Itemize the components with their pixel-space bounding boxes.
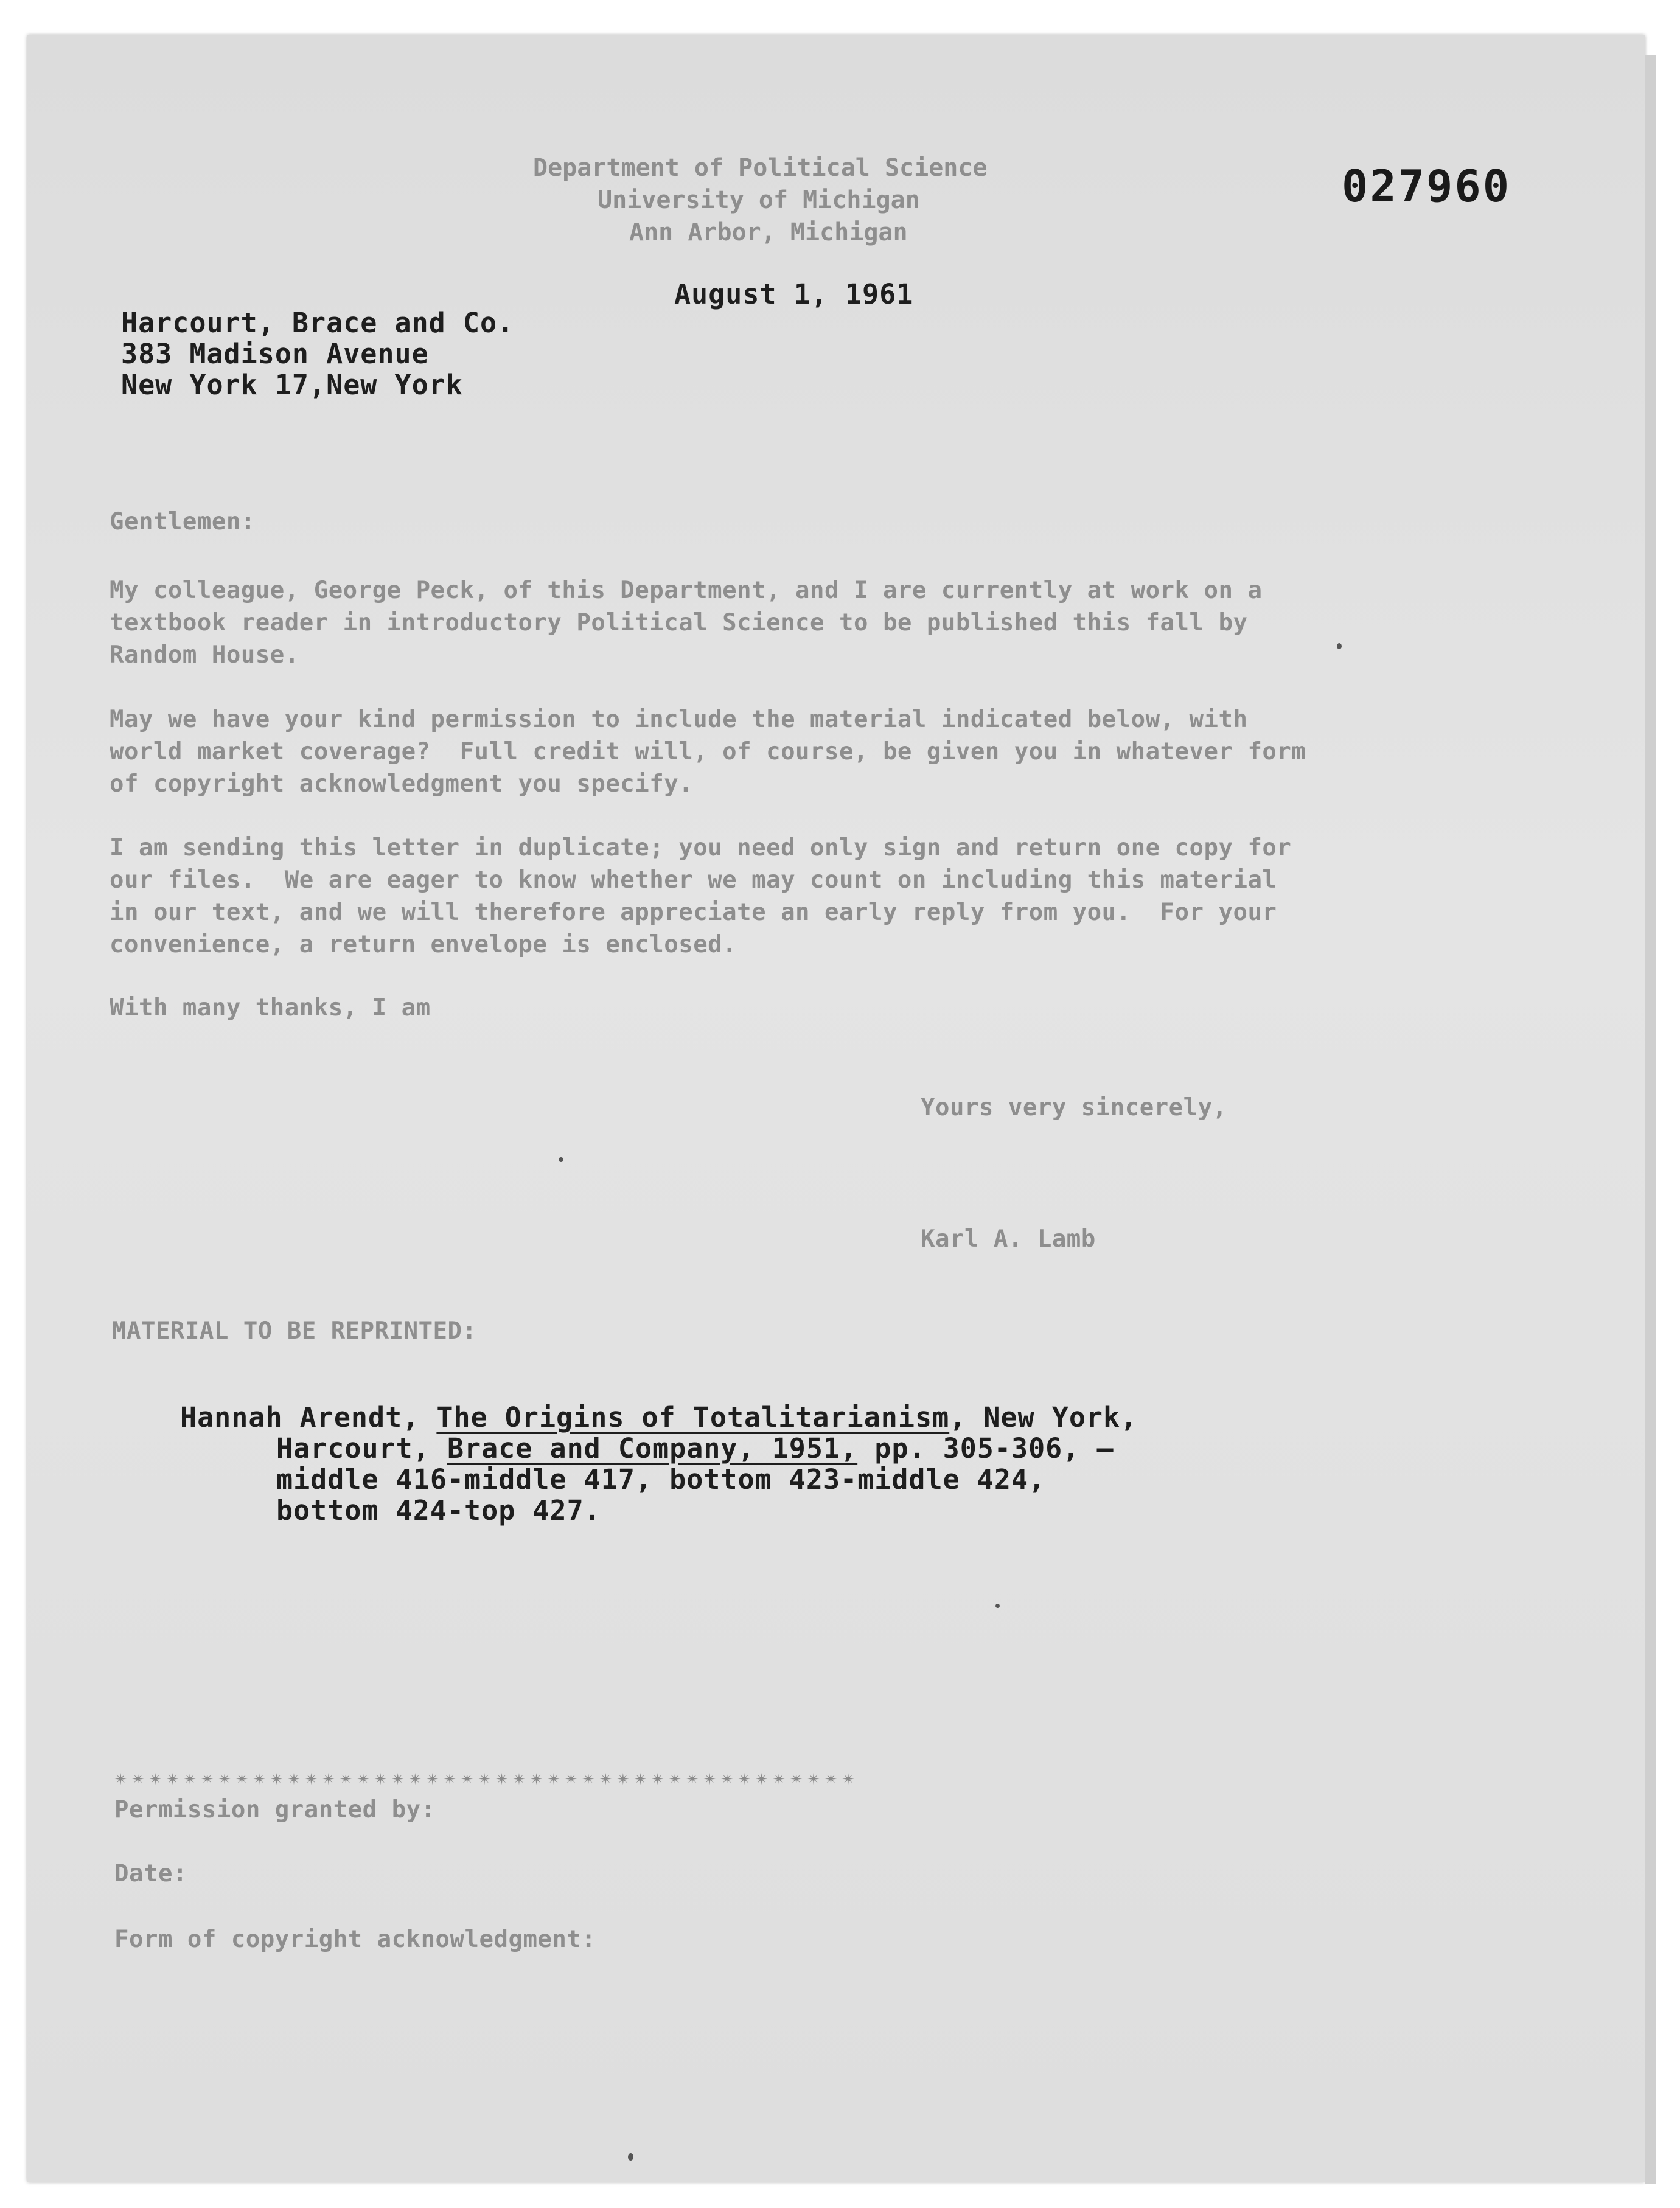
divider-row: ✴✴✴✴✴✴✴✴✴✴✴✴✴✴✴✴✴✴✴✴✴✴✴✴✴✴✴✴✴✴✴✴✴✴✴✴✴✴✴✴✴✴✴ bbox=[114, 1766, 860, 1790]
letterhead-city: Ann Arbor, Michigan bbox=[629, 218, 908, 246]
citation-line-1 bbox=[180, 1401, 1138, 1433]
copyright-acknowledgment-label: Form of copyright acknowledgment: bbox=[114, 1926, 596, 1953]
paragraph-line: convenience, a return envelope is enclosed. bbox=[110, 931, 737, 958]
paragraph-line: our files. We are eager to know whether we may count on including this material bbox=[110, 866, 1277, 894]
citation-publisher-start: Harcourt, bbox=[276, 1432, 447, 1464]
salutation: Gentlemen: bbox=[110, 508, 256, 535]
paragraph-line: I am sending this letter in duplicate; you need only sign and return one copy for bbox=[110, 834, 1292, 862]
citation-publisher-city: , New York, bbox=[949, 1401, 1138, 1433]
letter-date: August 1, 1961 bbox=[674, 278, 914, 310]
citation-line-3: middle 416-middle 417, bottom 423-middle 424, bbox=[276, 1463, 1046, 1496]
signature-name: Karl A. Lamb bbox=[921, 1225, 1096, 1253]
permission-granted-label: Permission granted by: bbox=[114, 1796, 436, 1823]
paragraph-line: textbook reader in introductory Political Science to be published this fall by bbox=[110, 609, 1248, 636]
paper-speck bbox=[628, 2153, 633, 2161]
citation-pages: pp. 305-306, – bbox=[857, 1432, 1114, 1464]
paragraph-line: in our text, and we will therefore appreciate an early reply from you. For your bbox=[110, 899, 1277, 926]
letterhead-university: University of Michigan bbox=[598, 186, 920, 214]
citation-title: The Origins of Totalitarianism bbox=[436, 1401, 950, 1433]
paper-speck bbox=[559, 1157, 563, 1162]
citation-author: Hannah Arendt, bbox=[180, 1401, 437, 1433]
paper-edge bbox=[1645, 55, 1656, 2184]
paper-speck bbox=[1337, 643, 1342, 649]
paragraph-line: May we have your kind permission to include the material indicated below, with bbox=[110, 706, 1248, 733]
date-label: Date: bbox=[114, 1860, 187, 1887]
paper-speck bbox=[995, 1604, 1000, 1608]
recipient-street: 383 Madison Avenue bbox=[121, 338, 429, 370]
recipient-name: Harcourt, Brace and Co. bbox=[121, 307, 515, 339]
document-number: 027960 bbox=[1342, 161, 1511, 212]
paragraph-line: My colleague, George Peck, of this Department, and I are currently at work on a bbox=[110, 577, 1263, 604]
paragraph-line: of copyright acknowledgment you specify. bbox=[110, 770, 694, 798]
paragraph-line: Random House. bbox=[110, 641, 299, 669]
paragraph-line: world market coverage? Full credit will, of course, be given you in whatever form bbox=[110, 738, 1306, 765]
letterhead-department: Department of Political Science bbox=[533, 154, 988, 182]
citation-line-2 bbox=[276, 1432, 1114, 1464]
signoff: Yours very sincerely, bbox=[921, 1094, 1227, 1121]
material-heading: MATERIAL TO BE REPRINTED: bbox=[112, 1317, 477, 1345]
citation-publisher-underlined: Brace and Company, 1951, bbox=[447, 1432, 858, 1464]
recipient-city: New York 17,New York bbox=[121, 369, 463, 401]
citation-line-4: bottom 424-top 427. bbox=[276, 1494, 601, 1527]
closing-line: With many thanks, I am bbox=[110, 994, 431, 1022]
